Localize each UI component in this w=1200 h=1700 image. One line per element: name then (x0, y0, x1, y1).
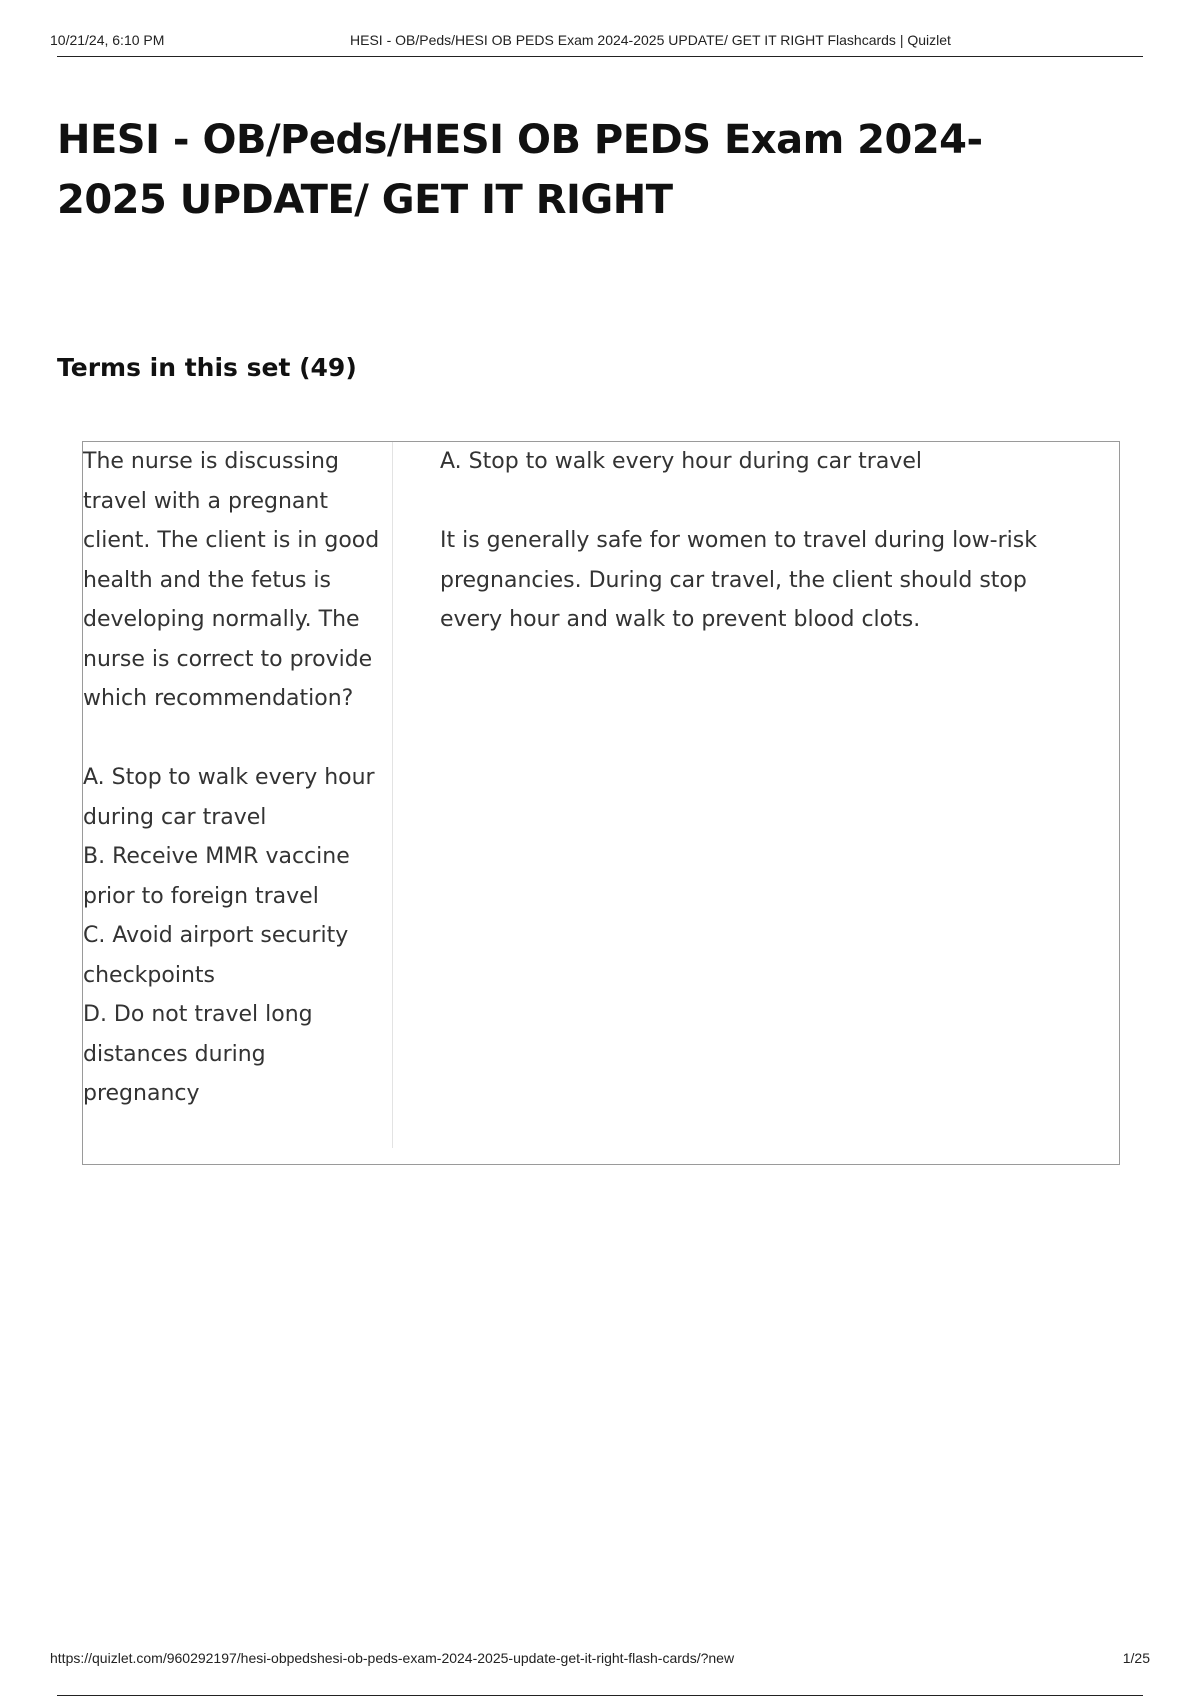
card-term: The nurse is discussing travel with a pregnant client. The client is in good health and the fetus is developing normally. The nurse is correct to provide which recommendation? A. Stop to walk every hour during car travel B. Receive MMR vaccine prior to foreign travel C. Avoid airport security checkpoints D. Do not travel long distances during pregnancy (83, 449, 380, 1106)
column-divider (392, 442, 393, 1148)
page-url: https://quizlet.com/960292197/hesi-obpedshesi-ob-peds-exam-2024-2025-update-get-it-right-flash-cards/?new (50, 1650, 735, 1666)
terms-count-heading: Terms in this set (49) (57, 353, 357, 382)
print-date: 10/21/24, 6:10 PM (50, 32, 165, 48)
card-answer: A. Stop to walk every hour during car travel (440, 449, 922, 474)
print-document-title: HESI - OB/Peds/HESI OB PEDS Exam 2024-2025 UPDATE/ GET IT RIGHT Flashcards | Quizlet (350, 32, 951, 48)
page-title: HESI - OB/Peds/HESI OB PEDS Exam 2024-2025 UPDATE/ GET IT RIGHT (57, 117, 983, 223)
footer-divider (57, 1695, 1143, 1696)
header-divider (57, 56, 1143, 57)
card-explanation: It is generally safe for women to travel during low-risk pregnancies. During car travel, the client should stop every hour and walk to prevent blood clots. (440, 528, 1037, 632)
card-definition (440, 442, 1040, 640)
flashcard-table (82, 441, 1120, 1165)
print-header (50, 28, 1142, 56)
page-number: 1/25 (1122, 1650, 1150, 1666)
